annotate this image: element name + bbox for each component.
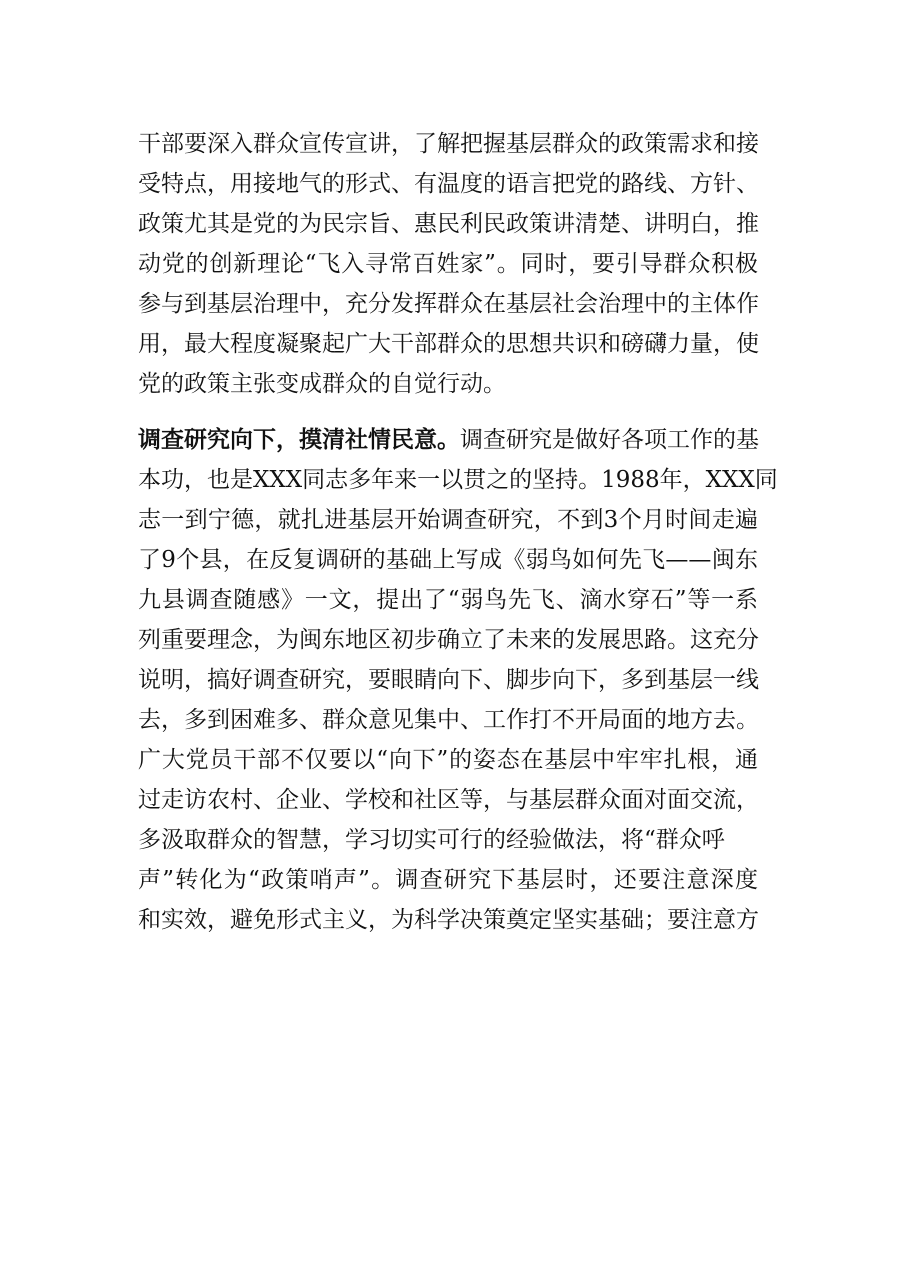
text-line: 政策尤其是党的为民宗旨、惠民利民政策讲清楚、讲明白，推 (138, 211, 759, 237)
text-line: 党的政策主张变成群众的自觉行动。 (138, 371, 506, 397)
text-line: 列重要理念，为闽东地区初步确立了未来的发展思路。这充分 (138, 627, 759, 653)
text-line: 本功，也是XXX同志多年来一以贯之的坚持。1988年，XXX同 (138, 467, 778, 493)
text-line: 干部要深入群众宣传宣讲，了解把握基层群众的政策需求和接 (138, 131, 759, 157)
text-run: 调查研究是做好各项工作的基 (460, 427, 759, 453)
document-body (138, 124, 778, 940)
section-heading: 调查研究向下，摸清社情民意。 (138, 427, 460, 453)
text-line: 多汲取群众的智慧，学习切实可行的经验做法，将“群众呼 (138, 827, 725, 853)
text-line: 了9个县，在反复调研的基础上写成《弱鸟如何先飞——闽东 (138, 547, 758, 573)
text-line: 参与到基层治理中，充分发挥群众在基层社会治理中的主体作 (138, 291, 759, 317)
text-line: 声”转化为“政策哨声”。调查研究下基层时，还要注意深度 (138, 867, 758, 893)
text-line: 和实效，避免形式主义，为科学决策奠定坚实基础；要注意方 (138, 907, 759, 933)
text-line: 说明，搞好调查研究，要眼睛向下、脚步向下，多到基层一线 (138, 667, 759, 693)
text-line: 志一到宁德，就扎进基层开始调查研究，不到3个月时间走遍 (138, 507, 758, 533)
text-line: 受特点，用接地气的形式、有温度的语言把党的路线、方针、 (138, 171, 759, 197)
text-line: 过走访农村、企业、学校和社区等，与基层群众面对面交流， (138, 787, 759, 813)
text-line: 广大党员干部不仅要以“向下”的姿态在基层中牢牢扎根，通 (138, 747, 758, 773)
text-line: 用，最大程度凝聚起广大干部群众的思想共识和磅礴力量，使 (138, 331, 759, 357)
paragraph-1 (138, 124, 758, 404)
paragraph-spacer (138, 404, 758, 420)
text-line: 九县调查随感》一文，提出了“弱鸟先飞、滴水穿石”等一系 (138, 587, 758, 613)
text-line: 去，多到困难多、群众意见集中、工作打不开局面的地方去。 (138, 707, 759, 733)
text-line (138, 420, 758, 460)
text-line: 动党的创新理论“飞入寻常百姓家”。同时，要引导群众积极 (138, 251, 758, 277)
paragraph-2 (138, 420, 778, 940)
